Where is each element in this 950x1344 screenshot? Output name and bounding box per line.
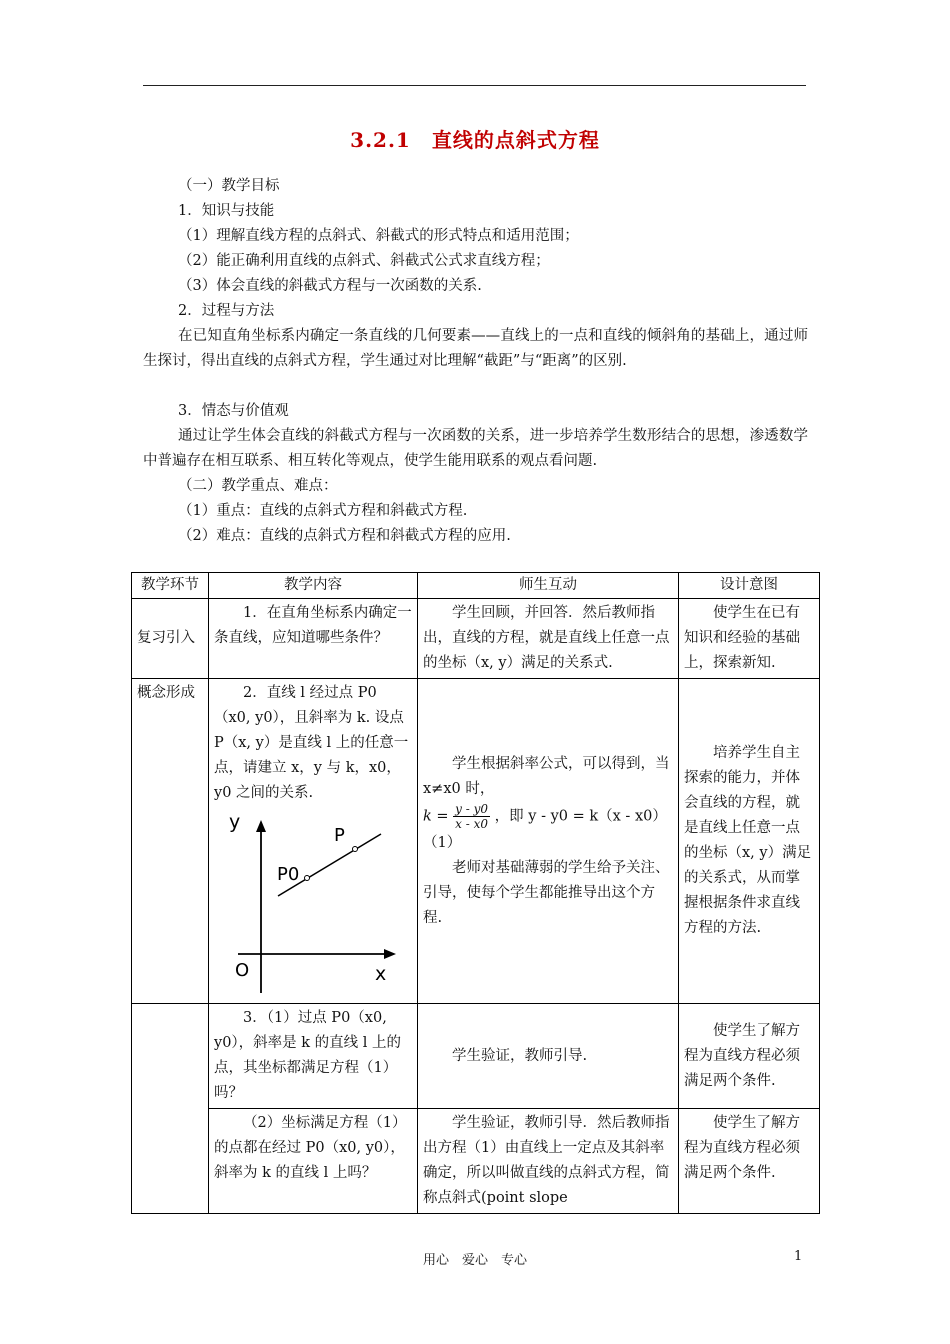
process-method-heading: 2．过程与方法 bbox=[178, 303, 275, 319]
intent-cell: 使学生在已有知识和经验的基础上，探索新知. bbox=[679, 599, 820, 679]
values-heading: 3．情态与价值观 bbox=[178, 403, 289, 419]
interaction-cell: 学生验证，教师引导．然后教师指出方程（1）由直线上一定点及其斜率确定，所以叫做直线的点斜式方程，简称点斜式(point slope bbox=[418, 1109, 679, 1214]
stage-cell: 复习引入 bbox=[132, 599, 209, 679]
stage-cell: 概念形成 bbox=[132, 679, 209, 1004]
header-rule bbox=[143, 85, 806, 86]
formula-denominator: x - x0 bbox=[455, 816, 489, 831]
point-p-label: P bbox=[334, 825, 345, 846]
interaction-text-b: ，即 y - y0 = k（x - x0） （1） bbox=[423, 808, 689, 851]
objective-item-3: （3）体会直线的斜截式方程与一次函数的关系. bbox=[178, 278, 482, 294]
table-row bbox=[132, 599, 820, 679]
page-title: 3.2.1 直线的点斜式方程 bbox=[350, 128, 600, 152]
interaction-text-c: 老师对基础薄弱的学生给予关注、引导，使每个学生都能推导出这个方程. bbox=[423, 859, 670, 926]
table-header-row bbox=[132, 573, 820, 599]
objective-item-1: （1）理解直线方程的点斜式、斜截式的形式特点和适用范围； bbox=[178, 228, 579, 244]
difficult-point: （2）难点：直线的点斜式方程和斜截式方程的应用. bbox=[178, 528, 511, 544]
table-row bbox=[132, 1109, 820, 1214]
slope-formula bbox=[423, 801, 689, 856]
point-p0-marker bbox=[305, 876, 310, 881]
lesson-plan-table bbox=[131, 572, 820, 1214]
content-cell: （2）坐标满足方程（1）的点都在经过 P0（x0, y0），斜率为 k 的直线 l 上吗？ bbox=[209, 1109, 418, 1214]
interaction-cell: 学生回顾，并回答．然后教师指出，直线的方程，就是直线上任意一点的坐标（x, y）满足的关系式. bbox=[418, 599, 679, 679]
intent-cell: 使学生了解方程为直线方程必须满足两个条件. bbox=[679, 1004, 820, 1109]
header-interaction: 师生互动 bbox=[418, 573, 679, 599]
header-intent: 设计意图 bbox=[679, 573, 820, 599]
formula-fraction bbox=[453, 802, 490, 831]
point-p-marker bbox=[353, 847, 358, 852]
footer-motto: 用心 爱心 专心 bbox=[422, 1253, 527, 1268]
objective-item-2: （2）能正确利用直线的点斜式、斜截式公式求直线方程； bbox=[178, 253, 550, 269]
table-row bbox=[132, 1004, 820, 1109]
content-cell: 3．（1）过点 P0（x0, y0），斜率是 k 的直线 l 上的点，其坐标都满足方程（1）吗？ bbox=[209, 1004, 418, 1109]
interaction-cell bbox=[418, 679, 689, 1004]
intent-cell: 培养学生自主探索的能力，并体会直线的方程，就是直线上任意一点的坐标（x, y）满足的关系式，从而掌握根据条件求直线方程的方法. bbox=[679, 679, 820, 1004]
values-paragraph: 通过让学生体会直线的斜截式方程与一次函数的关系，进一步培养学生数形结合的思想，渗透数学中普遍存在相互联系、相互转化等观点，使学生能用联系的观点看问题. bbox=[143, 428, 808, 469]
interaction-cell: 学生验证，教师引导. bbox=[418, 1004, 679, 1109]
page-number: 1 bbox=[794, 1249, 803, 1264]
formula-numerator: y - y0 bbox=[455, 801, 489, 816]
point-p0-label: P0 bbox=[277, 864, 300, 885]
header-stage: 教学环节 bbox=[132, 573, 209, 599]
table-row bbox=[132, 679, 820, 1004]
origin-label: O bbox=[235, 960, 250, 981]
content-cell bbox=[209, 679, 418, 1004]
content-text: 2．直线 l 经过点 P0（x0, y0），且斜率为 k. 设点 P（x, y）是直线 l 上的任意一点，请建立 x，y 与 k，x0，y0 之间的关系. bbox=[214, 685, 409, 801]
interaction-text-a: 学生根据斜率公式，可以得到，当 x≠x0 时， bbox=[423, 755, 670, 797]
process-method-paragraph: 在已知直角坐标系内确定一条直线的几何要素——直线上的一点和直线的倾斜角的基础上，通过师生探讨，得出直线的点斜式方程，学生通过对比理解“截距”与“距离”的区别. bbox=[143, 328, 808, 369]
key-point: （1）重点：直线的点斜式方程和斜截式方程. bbox=[178, 503, 468, 519]
objectives-heading: （一）教学目标 bbox=[178, 178, 280, 194]
x-axis-label: x bbox=[375, 963, 387, 985]
coordinate-diagram bbox=[214, 808, 404, 998]
intent-cell: 使学生了解方程为直线方程必须满足两个条件. bbox=[679, 1109, 820, 1214]
knowledge-skills-heading: 1．知识与技能 bbox=[178, 203, 275, 219]
content-cell: 1．在直角坐标系内确定一条直线，应知道哪些条件？ bbox=[209, 599, 418, 679]
key-points-heading: （二）教学重点、难点： bbox=[178, 478, 338, 494]
y-axis-label: y bbox=[229, 811, 241, 833]
formula-k: k = bbox=[423, 808, 449, 824]
header-content: 教学内容 bbox=[209, 573, 418, 599]
